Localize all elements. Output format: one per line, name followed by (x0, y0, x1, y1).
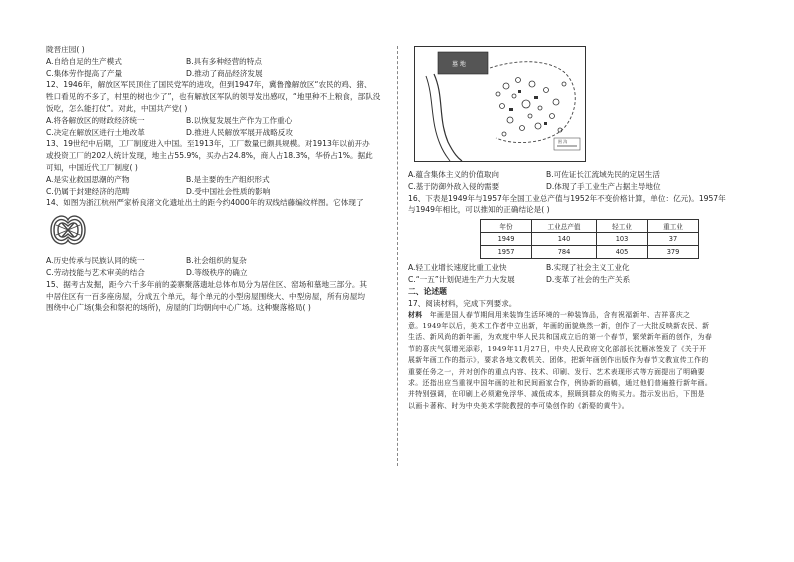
q16-options-row-2 (408, 274, 758, 286)
table-header-cell: 年份 (481, 220, 532, 233)
table-cell: 784 (532, 246, 597, 259)
material-line: 重要任务之一，并对创作的重点内容、技术、印刷、发行、艺术表现形式等方面提出了明确要 (408, 367, 705, 376)
table-cell: 103 (597, 233, 648, 246)
q12-stem-line-1: 12、1946年，解放区军民顶住了国民党军的进攻，但到1947年，冀鲁豫解放区“农民的鸡、猪、 (46, 80, 372, 90)
q16-stem-line-2: 与1949年相比，可以推知的正确结论是( ) (408, 205, 550, 215)
section-heading: 二、论述题 (408, 286, 447, 296)
q15-options-row-1 (408, 169, 758, 181)
q12-option-c[interactable]: C.决定在解放区进行土地改革 (46, 127, 145, 137)
q14-option-b[interactable]: B.社会组织的复杂 (186, 256, 247, 266)
q16-option-b[interactable]: B.实现了社会主义工业化 (546, 263, 630, 273)
q11-option-a[interactable]: A.自给自足的生产模式 (46, 56, 122, 66)
q15-stem-line-2: 中居住区有一百多座房屋，分成五个单元，每个单元的小型房屋围绕大、中型房屋，所有房屋均 (46, 291, 365, 301)
q11-option-d[interactable]: D.推动了商品经济发展 (186, 68, 263, 78)
material-line: 节的喜庆气氛增光添彩，1949年11月27日，中央人民政府文化部部长沈雁冰签发了《关于开 (408, 344, 707, 353)
q15-option-b[interactable]: B.可佐证长江流域先民的定居生活 (546, 170, 660, 179)
map-label: 墓 地 (452, 61, 466, 68)
table-cell: 37 (648, 233, 699, 246)
table-row (481, 246, 699, 259)
material-line: 展新年画工作的指示》，要求各地文教机关、团体，把新年画创作出版作为春节文教宣传工作的 (408, 356, 709, 365)
q15-stem-line-1: 15、据考古发掘，距今六千多年前的姜寨聚落遗址总体布局分为居住区、窑场和墓地三部分。其 (46, 279, 368, 289)
material-text: 年画是国人春节期间用来装饰生活环境的一种装饰品，含有祝福新年、吉祥喜庆之 (422, 310, 691, 319)
q11-options-row-2 (46, 68, 388, 80)
material-line: 意。1949年以后，美术工作者中立出新，年画的面貌焕然一新，创作了一大批反映新农民、新 (408, 321, 710, 330)
q12-option-b[interactable]: B.以恢复发展生产作为工作重心 (186, 115, 293, 125)
material-line (408, 310, 758, 321)
material-line: 生活、新风尚的新年画，为欢度中华人民共和国成立后的第一个春节，繁荣新年画的创作，为春 (408, 333, 713, 342)
q15-stem-line-3: 围绕中心广场(集会和祭祀的场所)，房屋的门均朝向中心广场。这种聚落格局( ) (46, 303, 311, 313)
q16-option-a[interactable]: A.轻工业增长速度比重工业快 (408, 263, 507, 273)
q14-option-c[interactable]: C.劳动技能与艺术审美的结合 (46, 267, 145, 277)
q13-option-d[interactable]: D.受中国社会性质的影响 (186, 186, 271, 196)
q15-option-d[interactable]: D.体现了手工业生产占据主导地位 (546, 181, 661, 191)
q13-option-a[interactable]: A.是实业救国思潮的产物 (46, 174, 130, 184)
q11-option-b[interactable]: B.具有多种经营的特点 (186, 56, 262, 66)
table-header-row (481, 220, 699, 233)
table-header-cell: 工业总产值 (532, 220, 597, 233)
q16-options-row-1 (408, 262, 758, 274)
q14-stem-line-1: 14、如图为浙江杭州严家桥良渚文化遗址出土的距今约4000年的双线结藤编纹样图。它体现了 (46, 198, 364, 208)
q15-options-row-2 (408, 181, 758, 193)
q13-options-row-2 (46, 186, 388, 198)
table-cell: 1957 (481, 246, 532, 259)
table-row (481, 233, 699, 246)
q12-option-a[interactable]: A.将各解放区的财政经济统一 (46, 115, 145, 125)
settlement-map-figure (414, 46, 586, 162)
q12-option-d[interactable]: D.推进人民解放军展开战略反攻 (186, 127, 293, 137)
map-legend-text: 围 沟 (558, 139, 568, 144)
material-line: 求。还指出应当重视中国年画的社和民间画家合作，例协新的画稿，通过他们普遍推行新年画。 (408, 378, 713, 387)
q12-stem-line-3: 饭吃，怎么能打仗”。对此，中国共产党( ) (46, 103, 188, 113)
right-column (408, 44, 758, 412)
table-cell: 140 (532, 233, 597, 246)
table-cell: 379 (648, 246, 699, 259)
q14-options-row-1 (46, 255, 388, 267)
table-header-cell: 轻工业 (597, 220, 648, 233)
left-column (46, 44, 388, 314)
table-header-cell: 重工业 (648, 220, 699, 233)
material-line: 并特别强调，在印刷上必须避免浮华、减低成本，照顾到群众的购买力。指示发出后，下图是 (408, 390, 705, 399)
table-cell: 405 (597, 246, 648, 259)
q16-option-d[interactable]: D.变革了社会的生产关系 (546, 274, 631, 284)
material-label: 材料 (408, 310, 423, 319)
column-divider (397, 46, 398, 466)
q16-stem-line-1: 16、下表是1949年与1957年全国工业总产值与1952年不变价格计算，单位：亿元)。1957年 (408, 193, 726, 203)
q15-option-a[interactable]: A.蕴含集体主义的价值取向 (408, 170, 500, 179)
material-line: 以画卡著称、时为中央美术学院教授的李可染创作的《新娶的黄牛》。 (408, 401, 630, 410)
q15-option-c[interactable]: C.基于防御外敌入侵的需要 (408, 181, 500, 191)
knot-pattern-figure (48, 211, 88, 249)
q13-options-row-1 (46, 174, 388, 186)
q12-stem-line-2: 牲口看见的不多了，村里的树也少了”，也有解放区军队的领导发出感叹，“地里种不上粮食，部队没 (46, 92, 381, 102)
q11-stem-tail: 陇晋庄园( ) (46, 45, 85, 54)
q11-option-c[interactable]: C.集体劳作提高了产量 (46, 68, 123, 78)
q14-option-a[interactable]: A.历史传承与民族认同的统一 (46, 256, 145, 266)
q13-stem-line-3: 可知，中国近代工厂制度( ) (46, 162, 138, 172)
q13-option-c[interactable]: C.仍属于封建经济的范畴 (46, 186, 130, 196)
q13-option-b[interactable]: B.是主要的生产组织形式 (186, 174, 270, 184)
q17-stem: 17、阅读材料，完成下列要求。 (408, 298, 517, 308)
table-cell: 1949 (481, 233, 532, 246)
q14-option-d[interactable]: D.等级秩序的确立 (186, 267, 248, 277)
q12-options-row-2 (46, 127, 388, 139)
q12-options-row-1 (46, 115, 388, 127)
q13-stem-line-2: 或投资工厂的202人统计发现，地主占55.9%，买办占24.8%，商人占18.3%，华侨占1%。据此 (46, 151, 373, 161)
q11-options-row-1 (46, 56, 388, 68)
q14-options-row-2 (46, 267, 388, 279)
q13-stem-line-1: 13、19世纪中后期，工厂制度进入中国。至1913年，工厂数量已颇具规模。对1913年以前开办 (46, 139, 370, 149)
q16-option-c[interactable]: C.“一五”计划促进生产力大发展 (408, 274, 515, 284)
industry-output-table (480, 219, 699, 259)
